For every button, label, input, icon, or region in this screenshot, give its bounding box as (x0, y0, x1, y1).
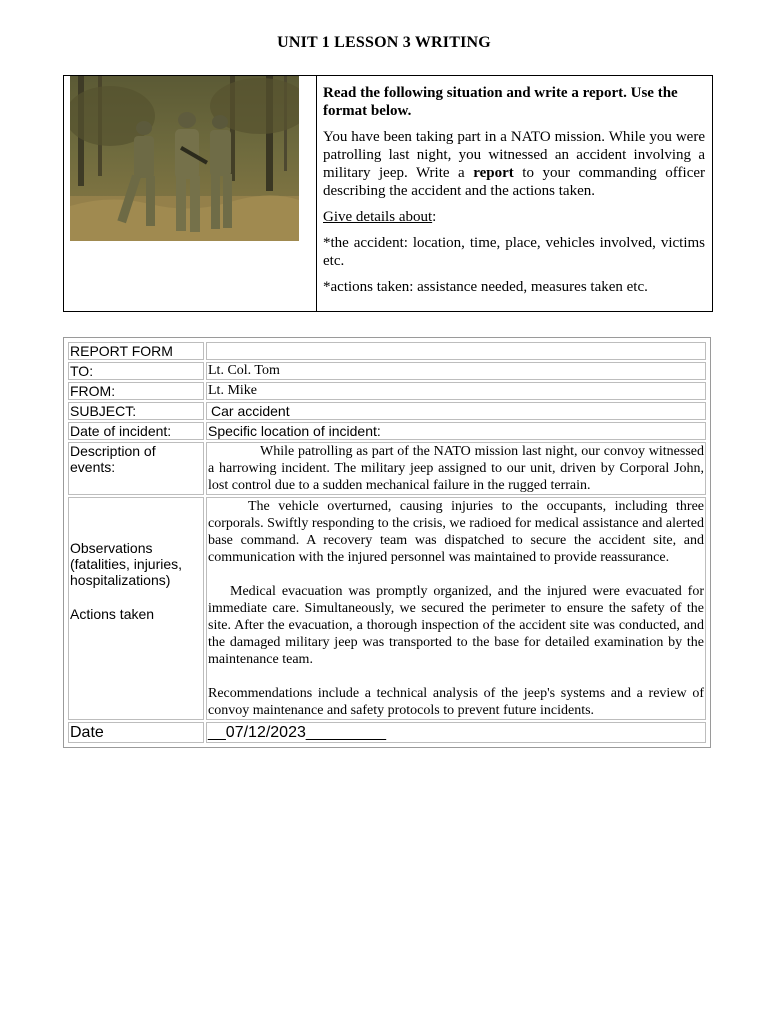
observations-row (68, 497, 706, 720)
page-title: UNIT 1 LESSON 3 WRITING (277, 34, 491, 51)
actions-taken-label: Actions taken (70, 606, 155, 622)
situation-text-1: You have been taking part in a NATO mission. While you were patrolling last night, you witnessed an accident involving a military jeep. Write a (323, 129, 705, 181)
subject-value: Car accident (206, 402, 706, 420)
detail-accident: *the accident: location, time, place, vehicles involved, victims etc. (323, 235, 705, 269)
details-label: Give details about (323, 209, 433, 225)
from-value: Lt. Mike (206, 382, 706, 400)
situation-text-2: to your commanding officer describing the accident and the actions taken. (323, 165, 705, 199)
task-instruction: Read the following situation and write a report. Use the format below. (323, 85, 678, 119)
observations-paragraph-3: Recommendations include a technical analysis of the jeep's systems and a review of convoy maintenance and safety protocols to prevent future incidents. (208, 686, 704, 718)
soldiers-photo (70, 76, 299, 241)
date-value: __07/12/2023_________ (206, 722, 706, 743)
date-of-incident-label: Date of incident: (68, 422, 204, 440)
description-text (206, 442, 706, 495)
observations-paragraph-2: Medical evacuation was promptly organized, and the injured were evacuated for immediate care. Simultaneously, we secured the perimeter to ensure the safety of the site. After the evacuation, a thorough inspection of the accident site was conducted, and the damaged military jeep was transported to the base for detailed examination by the maintenance team. (208, 584, 704, 667)
soldiers-photo-graphic (70, 76, 299, 241)
situation-bold-word: report (473, 165, 514, 181)
location-label: Specific location of incident: (206, 422, 706, 440)
task-situation (323, 128, 705, 200)
subject-row (68, 402, 706, 420)
form-header: REPORT FORM (68, 342, 204, 360)
observations-label: Observations (fatalities, injuries, hospitalizations) (70, 540, 183, 588)
form-header-row (68, 342, 706, 360)
to-value: Lt. Col. Tom (206, 362, 706, 380)
details-colon: : (432, 209, 437, 225)
detail-actions: *actions taken: assistance needed, measures taken etc. (323, 279, 648, 295)
subject-label: SUBJECT: (68, 402, 204, 420)
details-heading (323, 208, 705, 226)
observations-paragraph-1: The vehicle overturned, causing injuries to the occupants, including three corporals. Swiftly responding to the crisis, we radioed for medical assistance and alerted base command. A recovery team was dispatched to secure the accident site, and communication with the injured personnel was maintained to provide reassurance. (208, 499, 704, 565)
to-row (68, 362, 706, 380)
task-text (323, 84, 705, 304)
task-photo-cell (64, 76, 317, 311)
report-form (63, 337, 711, 748)
from-row (68, 382, 706, 400)
observations-text (206, 497, 706, 720)
description-paragraph: While patrolling as part of the NATO mission last night, our convoy witnessed a harrowing incident. The military jeep assigned to our unit, driven by Corporal John, lost control due to a sudden mechanical failure in the rugged terrain. (208, 444, 704, 493)
form-header-blank (206, 342, 706, 360)
task-box (63, 75, 713, 312)
to-label: TO: (68, 362, 204, 380)
from-label: FROM: (68, 382, 204, 400)
date-label: Date (68, 722, 204, 743)
date-location-row (68, 422, 706, 440)
date-row (68, 722, 706, 743)
description-label: Description of events: (68, 442, 204, 495)
description-row (68, 442, 706, 495)
observations-label-cell (68, 497, 204, 720)
